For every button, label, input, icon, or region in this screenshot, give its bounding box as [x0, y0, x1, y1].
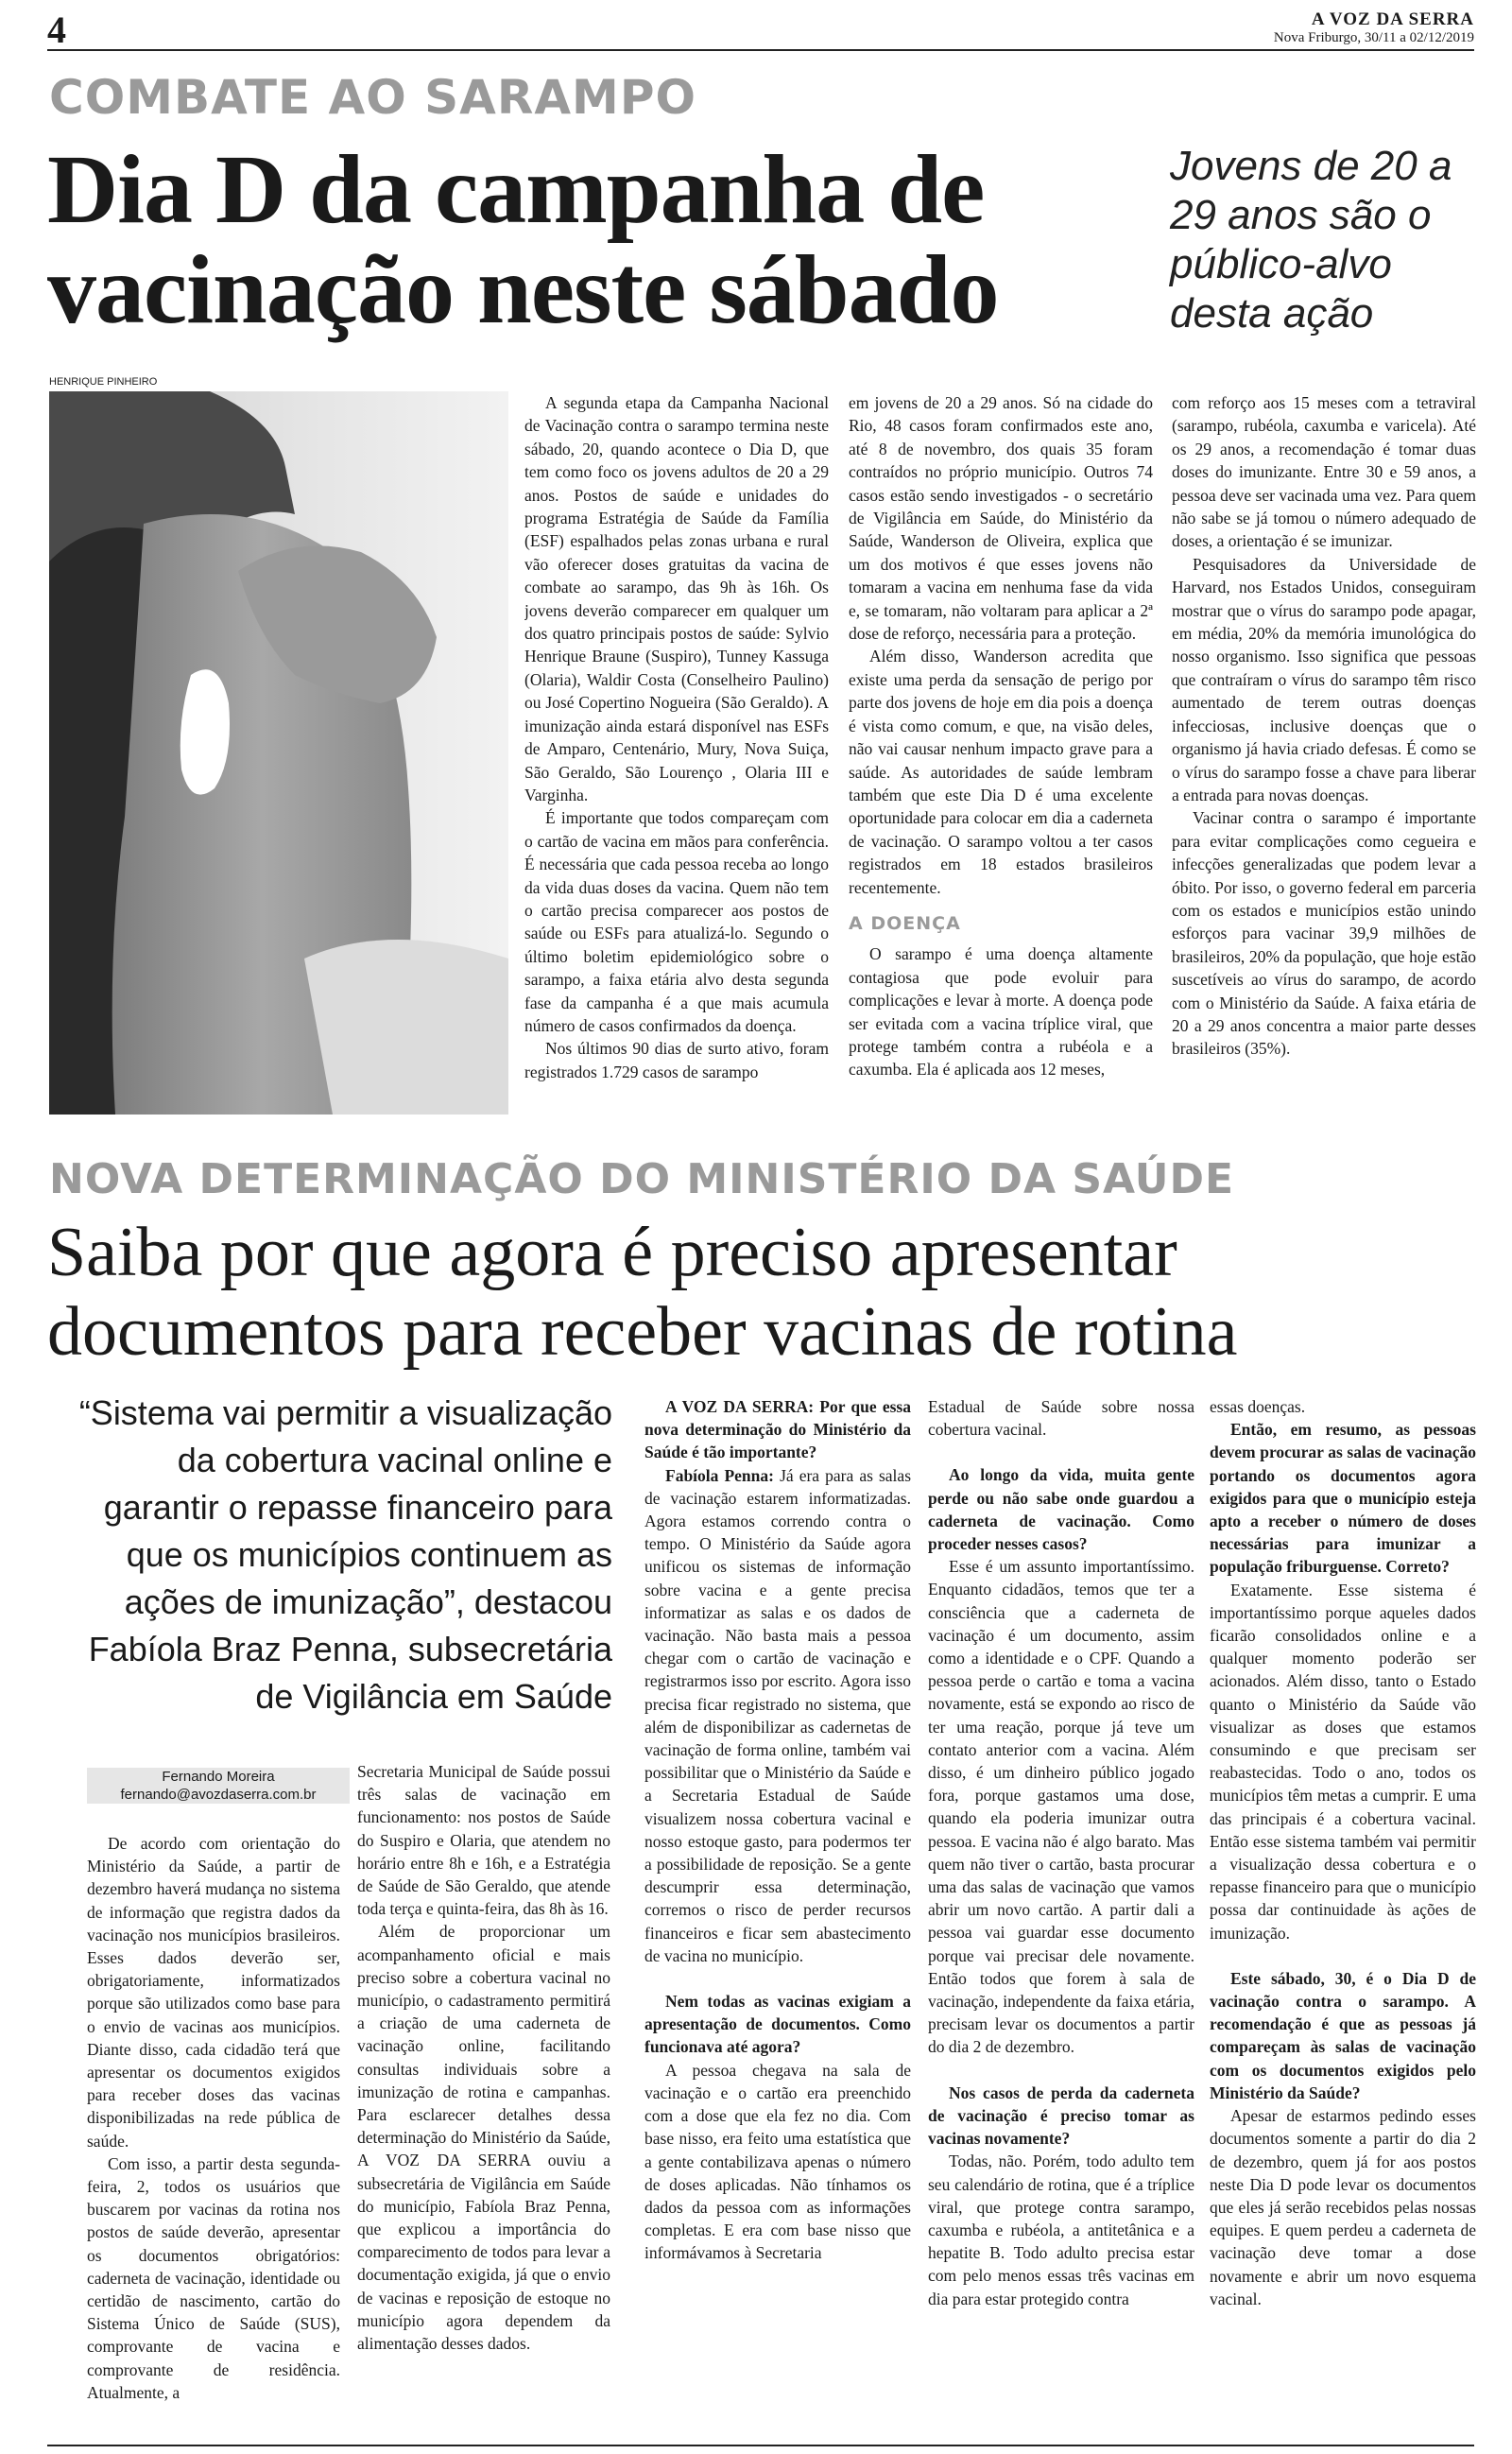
story1-column-2	[849, 391, 1153, 1119]
interview-answer: Esse é um assunto importantíssimo. Enquanto cidadãos, temos que ter a consciência que a caderneta de vacinação é um documento, assim como a identidade e o CPF. Quando a pessoa perde o cartão e toma a vacina novamente, está se expondo ao risco de ter uma reação, porque já teve um contato anterior com a vacina. Além disso, é um dinheiro público jogado fora, porque gastamos uma dose, quando ela poderia imunizar outra pessoa. E vacina não é algo barato. Mas quem não tiver o cartão, basta procurar uma das salas de vacinação que vamos abrir um novo cartão. A partir dali a pessoa vai guardar esse documento porque vai precisar dele novamente. Então todos que forem à sala de vacinação, independente da faixa etária, precisam levar os documentos a partir do dia 2 de dezembro.	[928, 1557, 1194, 2057]
interview-answer: essas doenças.	[1210, 1397, 1306, 1416]
story2-column-5	[1210, 1395, 1476, 2437]
story2-headline: Saiba por que agora é preciso apresentar documentos para receber vacinas de rotina	[47, 1214, 1238, 1371]
paragraph: Nos últimos 90 dias de surto ativo, foram registrados 1.729 casos de sarampo	[524, 1039, 829, 1081]
story1-column-3	[1172, 391, 1476, 1119]
byline	[87, 1768, 350, 1804]
interview-answer: Exatamente. Esse sistema é importantíssimo porque aqueles dados ficarão consolidados online e a qualquer momento poderão ser acionados. Além disso, tanto o Estado quanto o Ministério da Saúde vão visualizar as doses que estamos consumindo e que precisam ser reabastecidas. Todo o ano, todos os municípios têm metas a cumprir. E uma das principais é a cobertura vacinal. Então esse sistema também vai permitir a visualização dessa cobertura e o repasse financeiro para que o município possa dar continuidade às ações de imunização.	[1210, 1580, 1476, 1943]
date-line: Nova Friburgo, 30/11 a 02/12/2019	[1273, 29, 1474, 45]
story2-column-3	[644, 1395, 911, 2437]
paragraph: com reforço aos 15 meses com a tetraviral (sarampo, rubéola, caxumba e varicela). Até os 29 anos, a recomendação é tomar duas doses do imunizante. Entre 30 e 59 anos, a pessoa deve ser vacinada uma vez. Para quem não sabe se já tomou o número adequado de doses, a orientação é se imunizar.	[1172, 393, 1476, 551]
interview-question: Então, em resumo, as pessoas devem procurar as salas de vacinação portando os documentos agora exigidos para que o município esteja apto a receber o número de doses necessárias para imunizar a população friburguense. Correto?	[1210, 1420, 1476, 1577]
interview-answer: A pessoa chegava na sala de vacinação e o cartão era preenchido com a dose que ela fez no dia. Com base nisso, era feito uma estatística que a gente contabilizava apenas o número de doses aplicadas. Não tínhamos os dados da pessoa com as informações completas. E era com base nisso que informávamos à Secretaria	[644, 2060, 911, 2263]
interview-answer: Todas, não. Porém, todo adulto tem seu calendário de rotina, que é a tríplice viral, que protege contra sarampo, caxumba e rubéola, a antitetânica e a hepatite B. Todo adulto precisa estar com pelo menos essas três vacinas em dia para estar protegido contra	[928, 2152, 1194, 2308]
photo-credit: HENRIQUE PINHEIRO	[49, 376, 158, 388]
author-email: fernando@avozdaserra.com.br	[87, 1786, 350, 1804]
arm-vaccination-image	[49, 391, 508, 1115]
answer-label: Fabíola Penna:	[665, 1465, 774, 1485]
paragraph: Secretaria Municipal de Saúde possui três salas de vacinação em funcionamento: nos postos de Saúde do Suspiro e Olaria, que atendem no horário entre 8h e 16h, e a Estratégia de Saúde de São Geraldo, que atende toda terça e quinta-feira, das 8h às 16.	[357, 1762, 610, 1919]
masthead	[1274, 9, 1474, 46]
interview-question: Este sábado, 30, é o Dia D de vacinação contra o sarampo. A recomendação é que as pessoas já compareçam às salas de vacinação com os documentos exigidos pelo Ministério da Saúde?	[1210, 1968, 1476, 2102]
interview-question: A VOZ DA SERRA: Por que essa nova determinação do Ministério da Saúde é tão importante?	[644, 1397, 911, 1462]
story2-column-2	[357, 1760, 610, 2437]
author-name: Fernando Moreira	[87, 1768, 350, 1786]
interview-question: Nos casos de perda da caderneta de vacinação é preciso tomar as vacinas novamente?	[928, 2082, 1194, 2149]
paragraph: Vacinar contra o sarampo é importante para evitar complicações como cegueira e infecções generalizadas que podem levar a óbito. Por isso, o governo federal em parceria com os estados e municípios estão unindo esforços para vacinar 39,9 milhões de brasileiros, 20% da população, que hoje estão suscetíveis ao vírus do sarampo, de acordo com o Ministério da Saúde. A faixa etária de 20 a 29 anos concentra a maior parte desses brasileiros (35%).	[1172, 808, 1476, 1059]
paragraph: Além de proporcionar um acompanhamento oficial e mais preciso sobre a cobertura vacinal no município, o cadastramento permitirá a criação de uma caderneta de vacinação online, facilitando consultas individuais sobre a imunização de rotina e campanhas. Para esclarecer detalhes dessa determinação do Ministério da Saúde, A VOZ DA SERRA ouviu a subsecretária de Vigilância em Saúde do município, Fabíola Braz Penna, que explicou a importância do comparecimento de todos para levar a documentação exigida, já que o envio de vacinas e reposição de estoque no município agora dependem da alimentação desses dados.	[357, 1922, 610, 2354]
vaccination-photo	[49, 391, 508, 1115]
story1-column-1	[524, 391, 829, 1119]
page-number: 4	[47, 9, 66, 51]
story1-subheadline: Jovens de 20 a 29 anos são o público-alvo desta ação	[1170, 143, 1452, 337]
paragraph: Com isso, a partir desta segunda-feira, 2, todos os usuários que buscarem por vacinas da rotina nos postos de saúde deverão, apresentar os documentos obrigatórios: caderneta de vacinação, identidade ou certidão de nascimento, cartão do Sistema Único de Saúde (SUS), comprovante de vacina e comprovante de residência. Atualmente, a	[87, 2153, 340, 2402]
paragraph: O sarampo é uma doença altamente contagiosa que pode evoluir para complicações e levar à morte. A doença pode ser evitada com a vacina tríplice viral, que protege também contra a rubéola e a caxumba. Ela é aplicada aos 12 meses,	[849, 944, 1153, 1080]
interview-answer: Estadual de Saúde sobre nossa cobertura vacinal.	[928, 1397, 1194, 1440]
paragraph: Além disso, Wanderson acredita que existe uma perda da sensação de perigo por parte dos jovens de hoje em dia pois a doença é vista como comum, e que, na visão deles, não vai causar nenhum impacto grave para a saúde. As autoridades de saúde lembram também que este Dia D é uma excelente oportunidade para colocar em dia a caderneta de vacinação. O sarampo voltou a ter casos registrados em 18 estados brasileiros recentemente.	[849, 647, 1153, 897]
story2-column-1	[87, 1832, 340, 2437]
bottom-rule	[47, 2445, 1474, 2446]
story1-kicker: COMBATE AO SARAMPO	[49, 70, 696, 125]
section-subhead-a-doenca: A DOENÇA	[849, 912, 961, 934]
story1-headline: Dia D da campanha de vacinação neste sábado	[47, 135, 999, 345]
interview-question: Ao longo da vida, muita gente perde ou não sabe onde guardou a caderneta de vacinação. Como proceder nesses casos?	[928, 1465, 1194, 1554]
paragraph: É importante que todos compareçam com o cartão de vacina em mãos para conferência. É necessária que cada pessoa receba ao longo da vida duas doses da vacina. Quem não tem o cartão precisa comparecer aos postos de saúde ou ESFs para atualizá-lo. Segundo o último boletim epidemiológico sobre o sarampo, a faixa etária alvo desta segunda fase da campanha é a que mais acumula número de casos confirmados da doença.	[524, 808, 829, 1035]
interview-question: Nem todas as vacinas exigiam a apresentação de documentos. Como funcionava até agora?	[644, 1992, 911, 2057]
interview-answer: Apesar de estarmos pedindo esses documentos somente a partir do dia 2 de dezembro, quem já for aos postos neste Dia D pode levar os documentos que eles já serão recebidos pelas nossas equipes. E quem perdeu a caderneta de vacinação deve tomar a dose novamente e abrir um novo esquema vacinal.	[1210, 2106, 1476, 2308]
pull-quote: “Sistema vai permitir a visualização da cobertura vacinal online e garantir o repasse financeiro para que os municípios continuem as ações de imunização”, destacou Fabíola Braz Penna, subsecretária de Vigilância em Saúde	[78, 1393, 612, 1716]
interview-answer: Fabíola Penna: Já era para as salas de vacinação estarem informatizadas. Agora estamos correndo contra o tempo. O Ministério da Saúde agora unificou os sistemas de informação sobre vacina e a gente precisa informatizar as salas e os dados de vacinação. Não basta mais a pessoa chegar com o cartão de vacinação e registrarmos isso por escrito. Agora isso precisa ficar registrado no sistema, que além de disponibilizar as cadernetas de vacinação de forma online, também vai possibilitar que o Ministério da Saúde e a Secretaria Estadual de Saúde visualizem nossa cobertura vacinal e nosso estoque gasto, para podermos ter a possibilidade de reposição. Se a gente descumprir essa determinação, corremos o risco de perder recursos financeiros e ficar sem abastecimento de vacina no município.	[644, 1465, 911, 1965]
top-rule	[47, 49, 1474, 51]
paragraph: Pesquisadores da Universidade de Harvard, nos Estados Unidos, conseguiram mostrar que o vírus do sarampo pode apagar, em média, 20% da memória imunológica do nosso organismo. Isso significa que pessoas que contraíram o vírus do sarampo têm risco aumentado de terem outras doenças infecciosas, inclusive doenças que o organismo já havia criado defesas. É como se o vírus do sarampo fosse a chave para liberar a entrada para novas doenças.	[1172, 554, 1476, 804]
story2-kicker: NOVA DETERMINAÇÃO DO MINISTÉRIO DA SAÚDE	[49, 1155, 1235, 1203]
paragraph: A segunda etapa da Campanha Nacional de Vacinação contra o sarampo termina neste sábado, 20, quando acontece o Dia D, que tem como foco os jovens adultos de 20 a 29 anos. Postos de saúde e unidades do programa Estratégia de Saúde da Família (ESF) espalhados pelas zonas urbana e rural vão oferecer doses gratuitas da vacina de combate ao sarampo, das 9h às 16h. Os jovens deverão comparecer em qualquer um dos quatro principais postos de saúde: Sylvio Henrique Braune (Suspiro), Tunney Kassuga (Olaria), Waldir Costa (Conselheiro Paulino) ou José Copertino Nogueira (São Geraldo). A imunização ainda estará disponível nas ESFs de Amparo, Centenário, Mury, Nova Suiça, São Geraldo, São Lourenço , Olaria III e Varginha.	[524, 393, 829, 804]
paragraph: em jovens de 20 a 29 anos. Só na cidade do Rio, 48 casos foram confirmados este ano, até 8 de novembro, dos quais 35 foram contraídos no próprio município. Outros 74 casos estão sendo investigados - o secretário de Vigilância em Saúde, do Ministério da Saúde, Wanderson de Oliveira, explica que um dos motivos é que esses jovens não tomaram a vacina em nenhuma fase da vida e, se tomaram, não voltaram para aplicar a 2ª dose de reforço, necessária para a proteção.	[849, 393, 1153, 644]
paper-name: A VOZ DA SERRA	[1311, 9, 1474, 29]
paragraph: De acordo com orientação do Ministério da Saúde, a partir de dezembro haverá mudança no sistema de informação que registra dados da vacinação nos municípios brasileiros. Esses dados deverão ser, obrigatoriamente, informatizados porque são utilizados como base para o envio de vacinas aos municípios. Diante disso, cada cidadão terá que apresentar os documentos exigidos para receber doses das vacinas disponibilizadas na rede pública de saúde.	[87, 1834, 340, 2151]
story2-column-4	[928, 1395, 1194, 2437]
